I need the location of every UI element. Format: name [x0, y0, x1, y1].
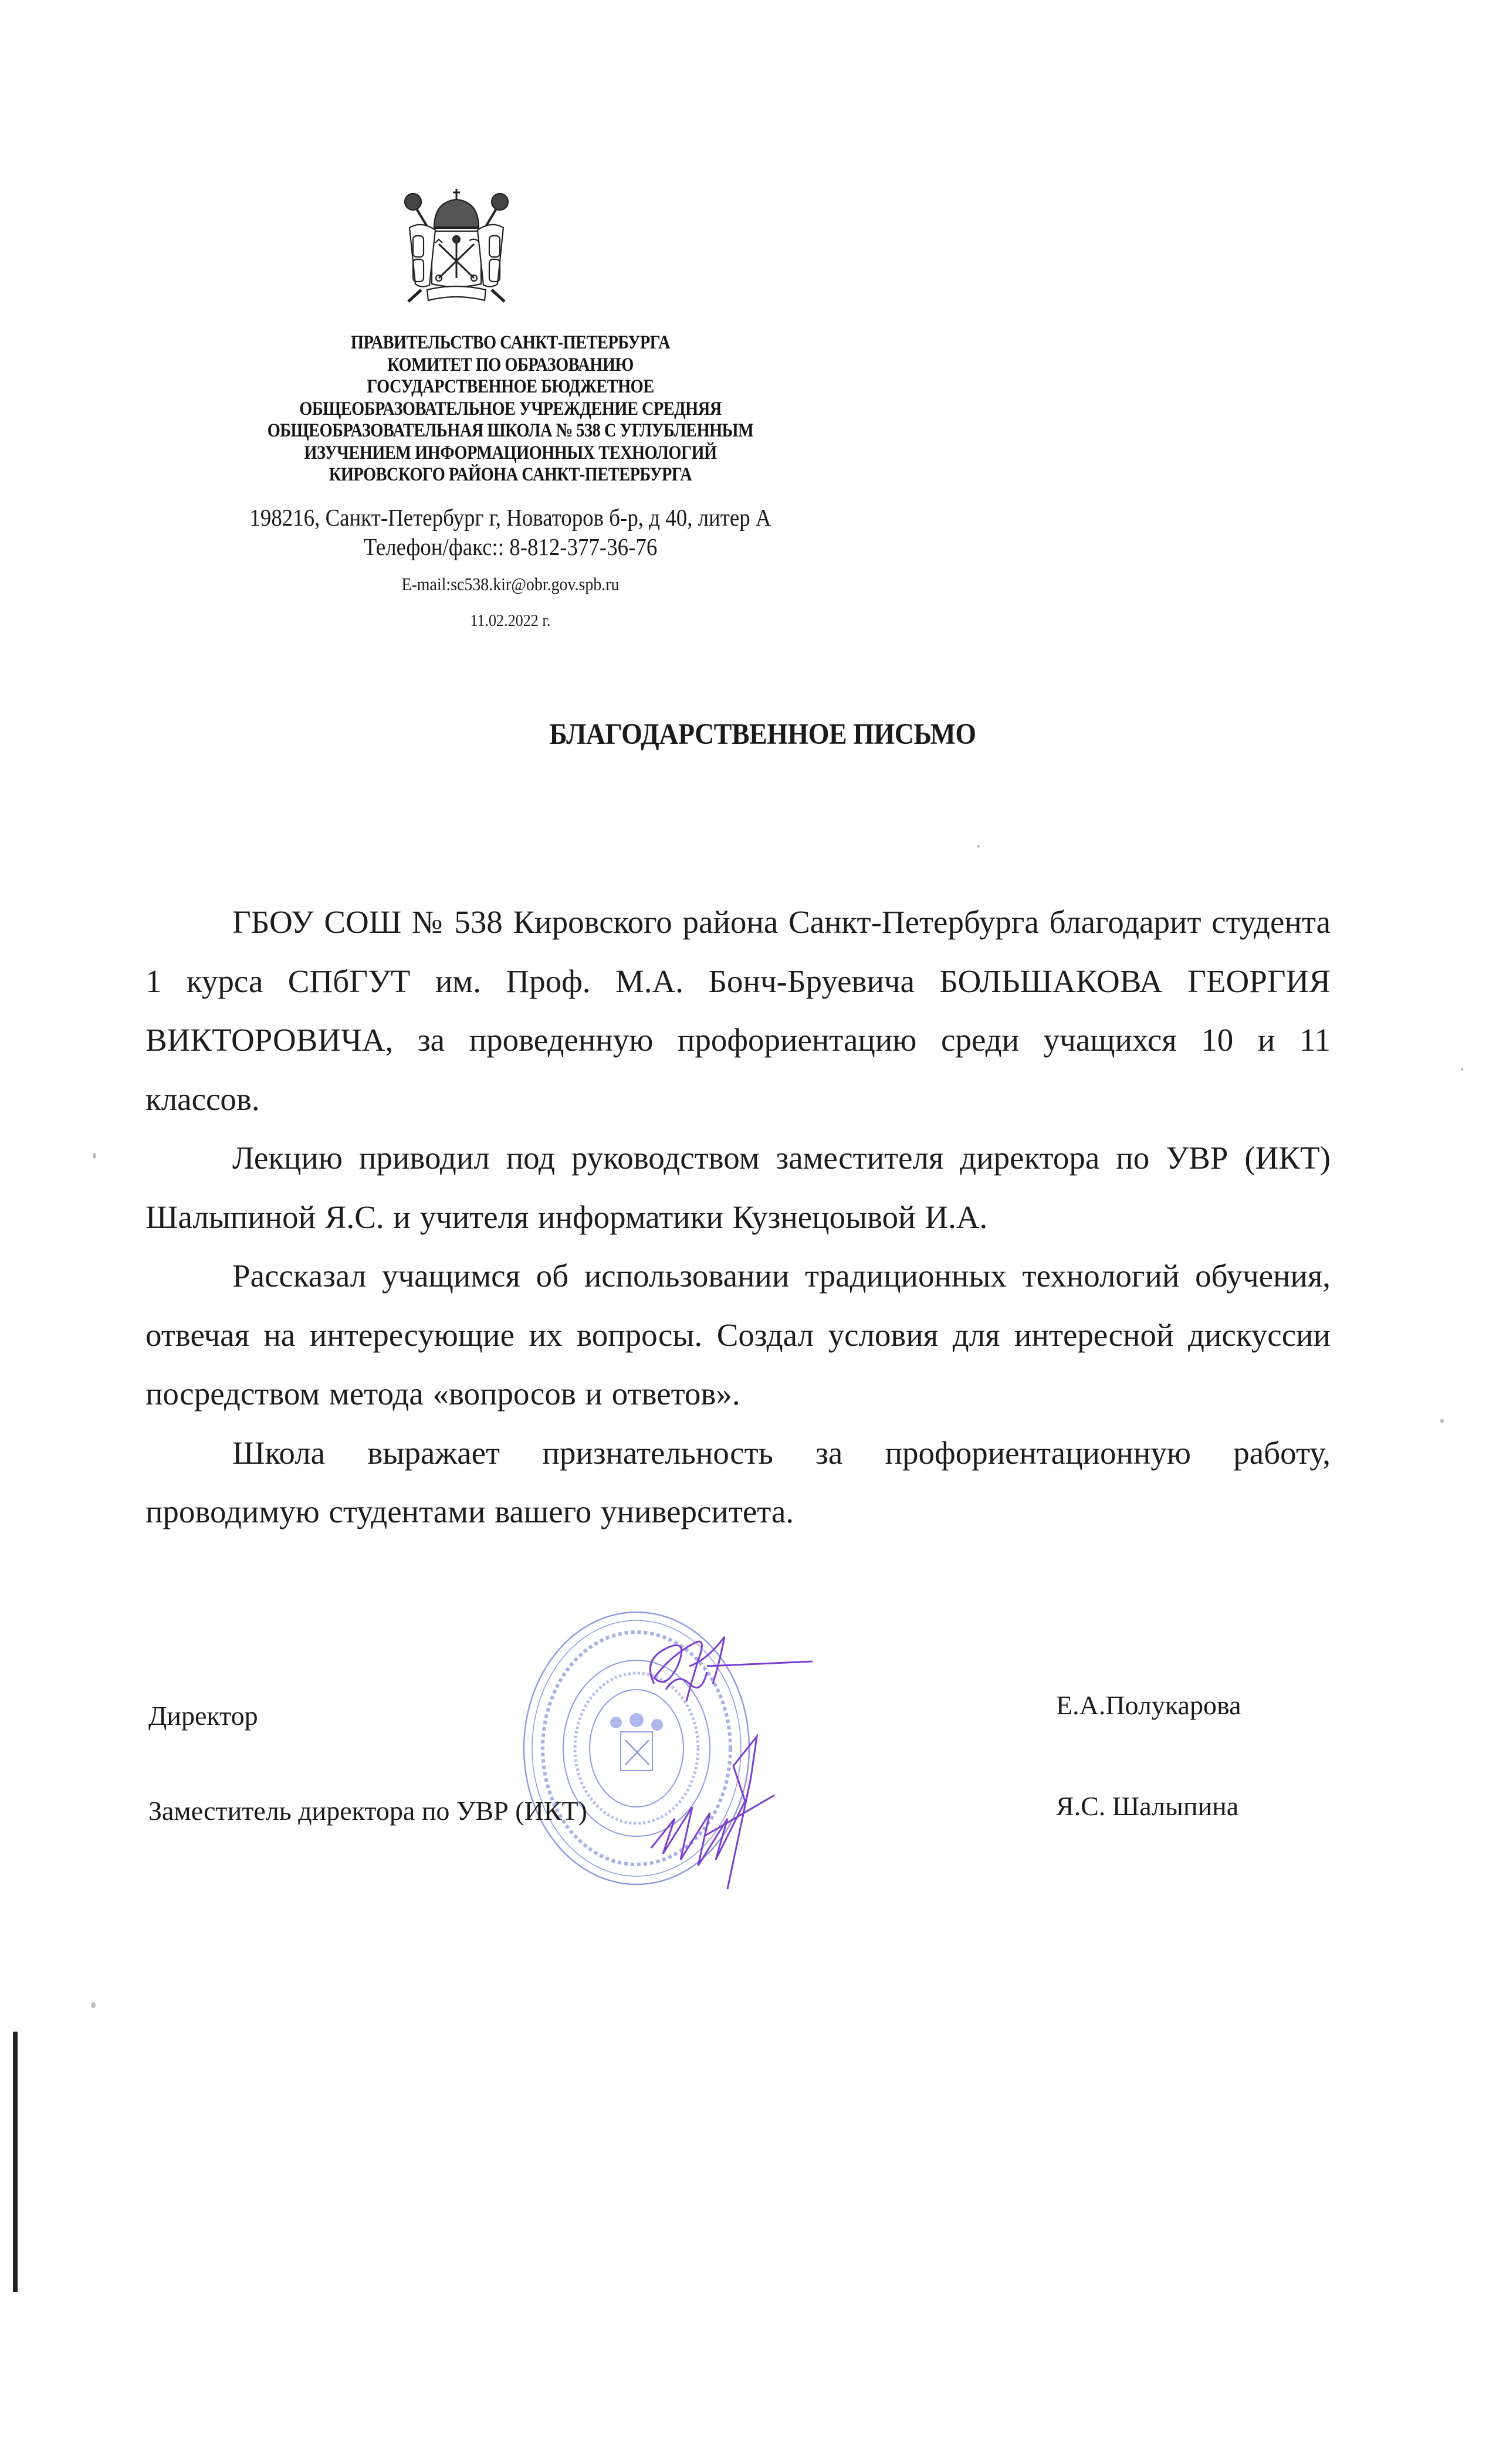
body-paragraph: Школа выражает признательность за профориентационную работу, проводимую студентами вашего университета. [145, 1434, 1331, 1529]
official-seal-stamp [516, 1602, 763, 1895]
email-address: E-mail:sc538.kir@obr.gov.spb.ru [401, 574, 620, 594]
org-line: ПРАВИТЕЛЬСТВО САНКТ-ПЕТЕРБУРГА [350, 332, 671, 353]
postal-address: 198216, Санкт-Петербург г, Новаторов б-р, д 40, литер А [249, 504, 771, 531]
letter-body [145, 893, 1331, 1542]
body-paragraph: ГБОУ СОШ № 538 Кировского района Санкт-Петербурга благодарит студента 1 курса СПбГУТ им. Проф. М.А. Бонч-Бруевича БОЛЬШАКОВА ГЕОРГИЯ ВИКТОРОВИЧА, за проведенную профориентацию среди учащихся 10 и 11 классов. [145, 904, 1331, 1117]
org-line: ГОСУДАРСТВЕННОЕ БЮДЖЕТНОЕ [367, 376, 654, 397]
body-paragraph: Лекцию приводил под руководством заместителя директора по УВР (ИКТ) Шалыпиной Я.С. и учителя информатики Кузнецоывой И.А. [145, 1140, 1331, 1235]
scan-speck [91, 2002, 96, 2008]
org-line: ОБЩЕОБРАЗОВАТЕЛЬНАЯ ШКОЛА № 538 С УГЛУБЛЕННЫМ [267, 420, 754, 441]
org-line: ИЗУЧЕНИЕМ ИНФОРМАЦИОННЫХ ТЕХНОЛОГИЙ [304, 442, 717, 463]
org-line: ОБЩЕОБРАЗОВАТЕЛЬНОЕ УЧРЕЖДЕНИЕ СРЕДНЯЯ [299, 398, 722, 419]
scan-edge-line [13, 2032, 18, 2292]
document-title: БЛАГОДАРСТВЕННОЕ ПИСЬМО [549, 718, 976, 751]
organization-header [158, 332, 862, 486]
body-paragraph: Рассказал учащимся об использовании традиционных технологий обучения, отвечая на интересующие их вопросы. Создал условия для интересной дискуссии посредством метода «вопросов и ответов». [145, 1258, 1331, 1412]
scan-speck [93, 1153, 96, 1159]
scan-speck [1440, 1419, 1444, 1423]
org-line: КОМИТЕТ ПО ОБРАЗОВАНИЮ [387, 354, 634, 375]
org-line: КИРОВСКОГО РАЙОНА САНКТ-ПЕТЕРБУРГА [329, 464, 692, 485]
phone-fax: Телефон/факс:: 8-812-377-36-76 [363, 533, 658, 560]
deputy-name: Я.С. Шалыпина [1056, 1791, 1239, 1821]
letter-date: 11.02.2022 г. [470, 611, 551, 630]
saint-petersburg-coat-of-arms-icon [398, 185, 515, 306]
director-name: Е.А.Полукарова [1056, 1690, 1241, 1720]
scan-speck [1461, 1068, 1463, 1071]
director-role-label: Директор [148, 1701, 258, 1731]
scan-speck [977, 845, 980, 848]
deputy-role-label: Заместитель директора по УВР (ИКТ) [148, 1796, 587, 1826]
